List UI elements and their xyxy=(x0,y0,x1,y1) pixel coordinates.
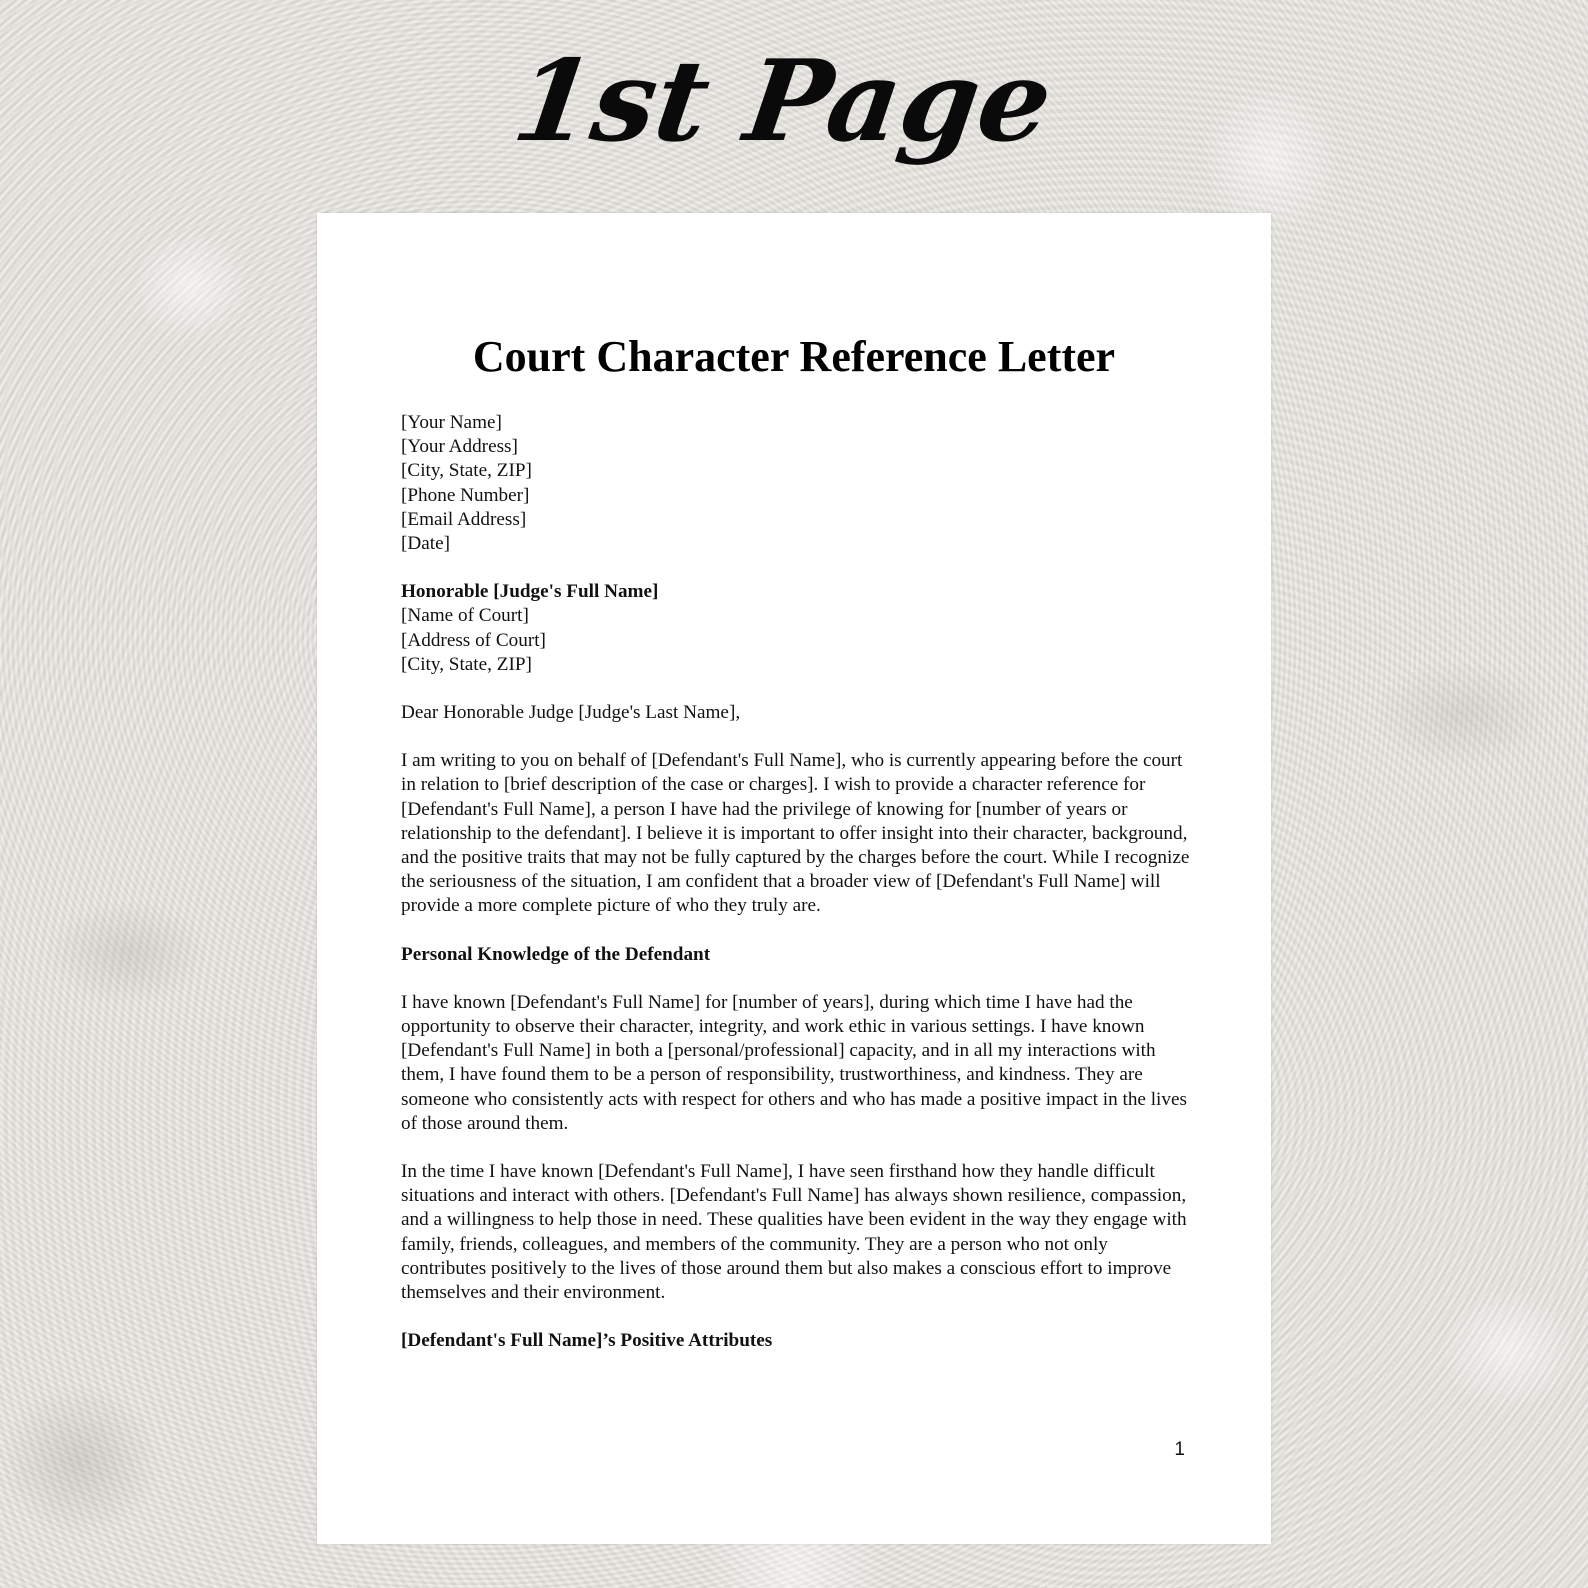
recipient-judge: Honorable [Judge's Full Name] xyxy=(401,581,659,603)
sender-block xyxy=(401,411,1191,556)
banner-label: 1st Page xyxy=(506,34,1060,167)
section-heading-personal-knowledge: Personal Knowledge of the Defendant xyxy=(401,943,711,965)
recipient-court: [Name of Court] xyxy=(401,605,529,627)
sender-date: [Date] xyxy=(401,533,450,555)
letter-body xyxy=(401,411,1191,1378)
section-heading-positive-attributes: [Defendant's Full Name]’s Positive Attributes xyxy=(401,1330,773,1352)
sender-city: [City, State, ZIP] xyxy=(401,460,532,482)
banner-script-title xyxy=(506,22,1060,202)
recipient-address: [Address of Court] xyxy=(401,629,546,651)
salutation: Dear Honorable Judge [Judge's Last Name], xyxy=(401,702,741,724)
page-number: 1 xyxy=(1174,1439,1185,1460)
page-banner xyxy=(0,22,1588,212)
sender-phone: [Phone Number] xyxy=(401,484,530,506)
letter-page xyxy=(317,213,1271,1544)
personal-knowledge-paragraph-2: In the time I have known [Defendant's Full Name], I have seen firsthand how they handle difficult situations and interact with others. [Defendant's Full Name] has always shown resilience, compassion, and a willingness to help those in need. These qualities have been evident in the way they engage with family, friends, colleagues, and members of the community. They are a person who not only contributes positively to the lives of those around them but also makes a conscious effort to improve themselves and their environment. xyxy=(401,1161,1187,1304)
sender-address: [Your Address] xyxy=(401,436,518,458)
intro-paragraph: I am writing to you on behalf of [Defendant's Full Name], who is currently appearing before the court in relation to [brief description of the case or charges]. I wish to provide a character reference for [Defendant's Full Name], a person I have had the privilege of knowing for [number of years or relationship to the defendant]. I believe it is important to offer insight into their character, background, and the positive traits that may not be fully captured by the charges before the court. While I recognize the seriousness of the situation, I am confident that a broader view of [Defendant's Full Name] will provide a more complete picture of who they truly are. xyxy=(401,750,1190,917)
recipient-city: [City, State, ZIP] xyxy=(401,653,532,675)
recipient-block xyxy=(401,580,1191,677)
sender-name: [Your Name] xyxy=(401,412,502,433)
sender-email: [Email Address] xyxy=(401,508,527,530)
document-title: Court Character Reference Letter xyxy=(472,332,1116,381)
personal-knowledge-paragraph-1: I have known [Defendant's Full Name] for [number of years], during which time I have had the opportunity to observe their character, integrity, and work ethic in various settings. I have known [Defendant's Full Name] in both a [personal/professional] capacity, and in all my interactions with them, I have found them to be a person of responsibility, trustworthiness, and kindness. They are someone who consistently acts with respect for others and who has made a positive impact in the lives of those around them. xyxy=(401,991,1187,1134)
